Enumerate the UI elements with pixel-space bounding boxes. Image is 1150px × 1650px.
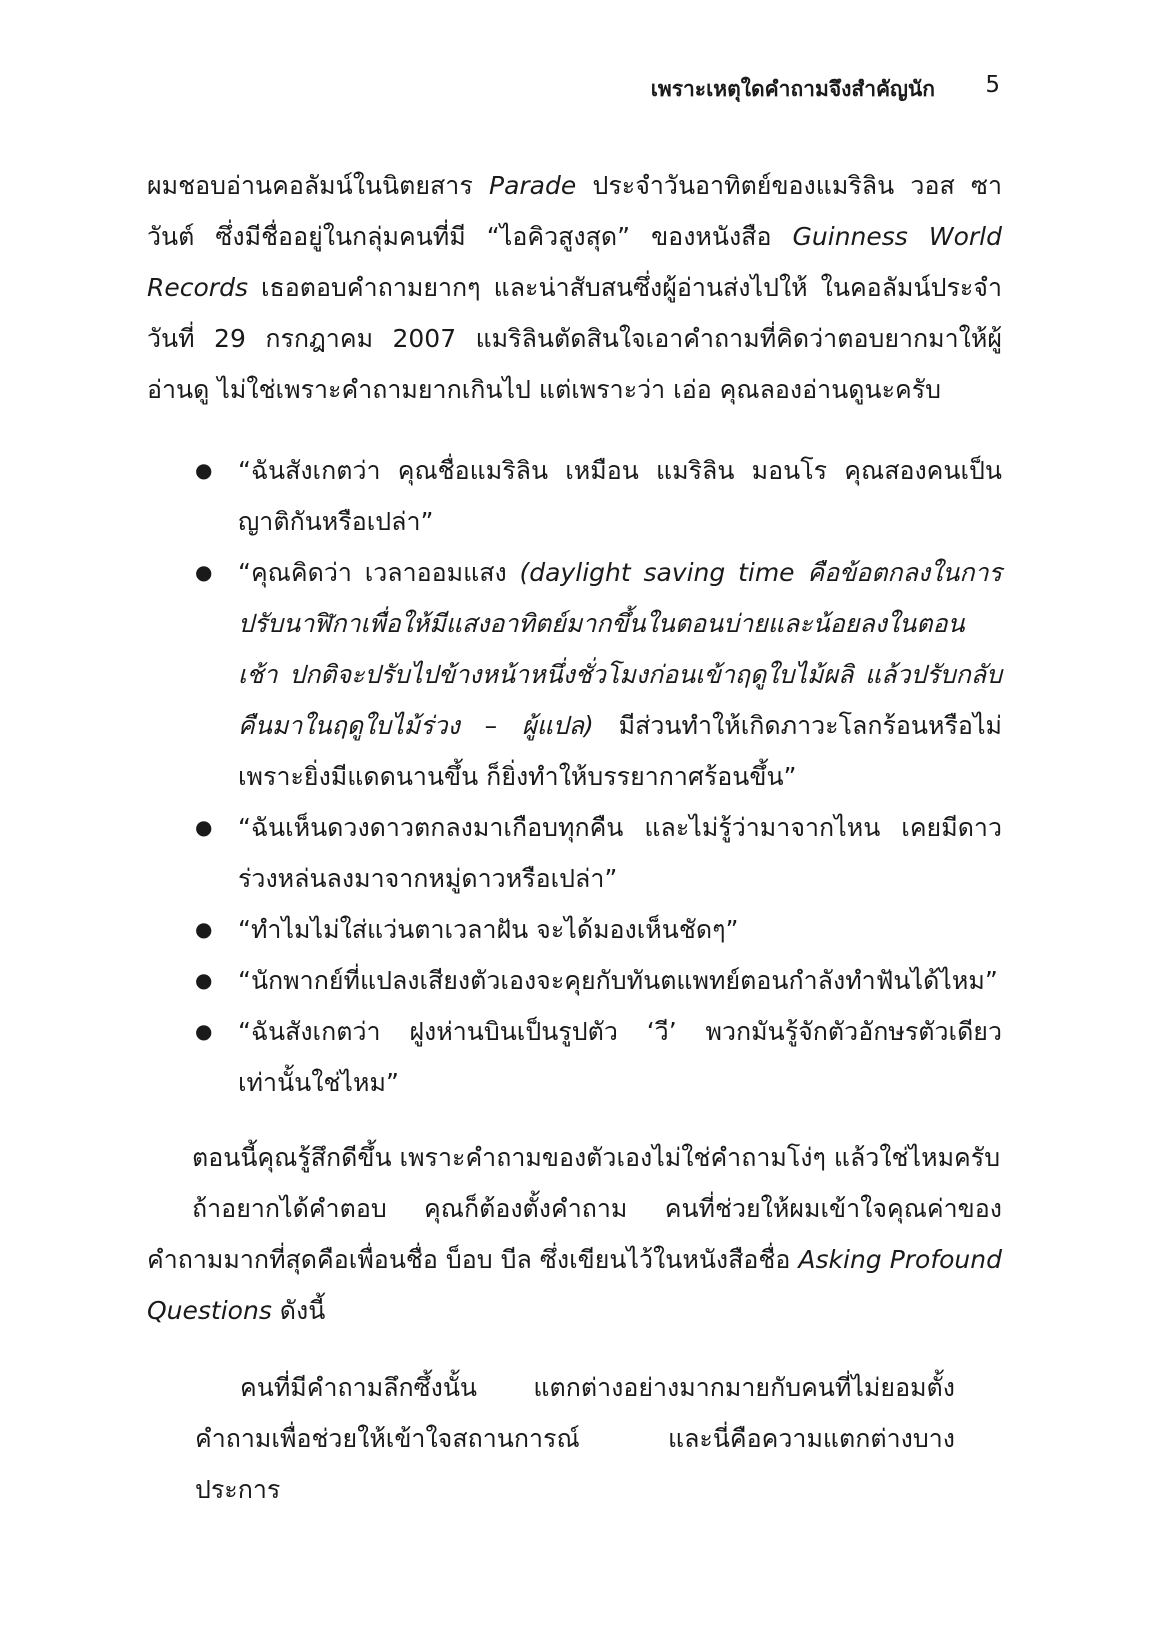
translator-note: (daylight saving time คือข้อตกลงในการปรับนาฬิกาเพื่อให้มีแสงอาทิตย์มากขึ้นในตอนบ่ายและน้อยลงในตอนเช้า ปกติจะปรับไปข้างหน้าหนึ่งชั่วโมงก่อนเข้าฤดูใบไม้ผลิ แล้วปรับกลับคืนมาในฤดูใบไม้ร่วง – ผู้แปล) xyxy=(238,558,1002,740)
question-text: “ทำไมไม่ใส่แว่นตาเวลาฝัน จะได้มองเห็นชัดๆ” xyxy=(238,915,739,944)
question-text: “ฉันสังเกตว่า คุณชื่อแมริลิน เหมือน แมริลิน มอนโร คุณสองคนเป็นญาติกันหรือเปล่า” xyxy=(238,456,1002,536)
asking-text-part2: ดังนี้ xyxy=(271,1296,326,1325)
book-title-asking: Asking Profound Questions xyxy=(147,1245,1002,1325)
list-item xyxy=(195,445,1002,547)
list-item xyxy=(195,802,1002,904)
feeling-better-paragraph: ตอนนี้คุณรู้สึกดีขึ้น เพราะคำถามของตัวเองไม่ใช่คำถามโง่ๆ แล้วใช่ไหมครับ xyxy=(192,1143,1001,1172)
page-number: 5 xyxy=(985,72,1000,98)
bullet-icon: ● xyxy=(195,458,213,482)
magazine-title: Parade xyxy=(489,171,577,200)
intro-text-part2: ประจำวันอาทิตย์ของแมริลิน วอส ซาวันต์ ซึ่งมีชื่ออยู่ในกลุ่มคนที่มี “ไอคิวสูงสุด” ของหนังสือ xyxy=(147,171,1002,251)
bullet-icon: ● xyxy=(195,917,213,941)
intro-paragraph xyxy=(147,160,1002,415)
question-text-end: มีส่วนทำให้เกิดภาวะโลกร้อนหรือไม่ เพราะยิ่งมีแดดนานขึ้น ก็ยิ่งทำให้บรรยากาศร้อนขึ้น” xyxy=(238,711,1003,791)
quote-text: คนที่มีคำถามลึกซึ้งนั้น แตกต่างอย่างมากมายกับคนที่ไม่ยอมตั้งคำถามเพื่อช่วยให้เข้าใจสถานการณ์ และนี่คือความแตกต่างบางประการ xyxy=(195,1373,955,1504)
intro-text-part1: ผมชอบอ่านคอลัมน์ในนิตยสาร xyxy=(147,171,489,200)
bullet-icon: ● xyxy=(195,815,213,839)
bullet-icon: ● xyxy=(195,560,213,584)
list-item xyxy=(195,547,1002,802)
intro-text-part3: เธอตอบคำถามยากๆ และน่าสับสนซึ่งผู้อ่านส่งไปให้ ในคอลัมน์ประจำวันที่ 29 กรกฎาคม 2007 แมริลินตัดสินใจเอาคำถามที่คิดว่าตอบยากมาให้ผู้อ่านดู ไม่ใช่เพราะคำถามยากเกินไป แต่เพราะว่า เอ่อ คุณลองอ่านดูนะครับ xyxy=(147,273,1002,404)
asking-questions-paragraph xyxy=(147,1183,1002,1336)
question-text: “คุณคิดว่า เวลาออมแสง xyxy=(238,558,520,587)
book-title-guinness: Guinness World Records xyxy=(147,222,1002,302)
bullet-icon: ● xyxy=(195,1019,213,1043)
list-item xyxy=(195,955,1002,1006)
question-list xyxy=(195,445,1002,1108)
question-text: “ฉันสังเกตว่า ฝูงห่านบินเป็นรูปตัว ‘วี’ พวกมันรู้จักตัวอักษรตัวเดียวเท่านั้นใช่ไหม” xyxy=(238,1017,1002,1097)
running-header-title: เพราะเหตุใดคำถามจึงสำคัญนัก xyxy=(650,77,935,101)
list-item xyxy=(195,904,1002,955)
asking-text-part1: ถ้าอยากได้คำตอบ คุณก็ต้องตั้งคำถาม คนที่ช่วยให้ผมเข้าใจคุณค่าของคำถามมากที่สุดคือเพื่อนชื่อ บ็อบ บีล ซึ่งเขียนไว้ในหนังสือชื่อ xyxy=(147,1194,1002,1274)
question-text: “ฉันเห็นดวงดาวตกลงมาเกือบทุกคืน และไม่รู้ว่ามาจากไหน เคยมีดาวร่วงหล่นลงมาจากหมู่ดาวหรือเปล่า” xyxy=(238,813,1002,893)
list-item xyxy=(195,1006,1002,1108)
bullet-icon: ● xyxy=(195,968,213,992)
question-text: “นักพากย์ที่แปลงเสียงตัวเองจะคุยกับทันตแพทย์ตอนกำลังทำฟันได้ไหม” xyxy=(238,966,998,995)
block-quote xyxy=(195,1362,955,1515)
